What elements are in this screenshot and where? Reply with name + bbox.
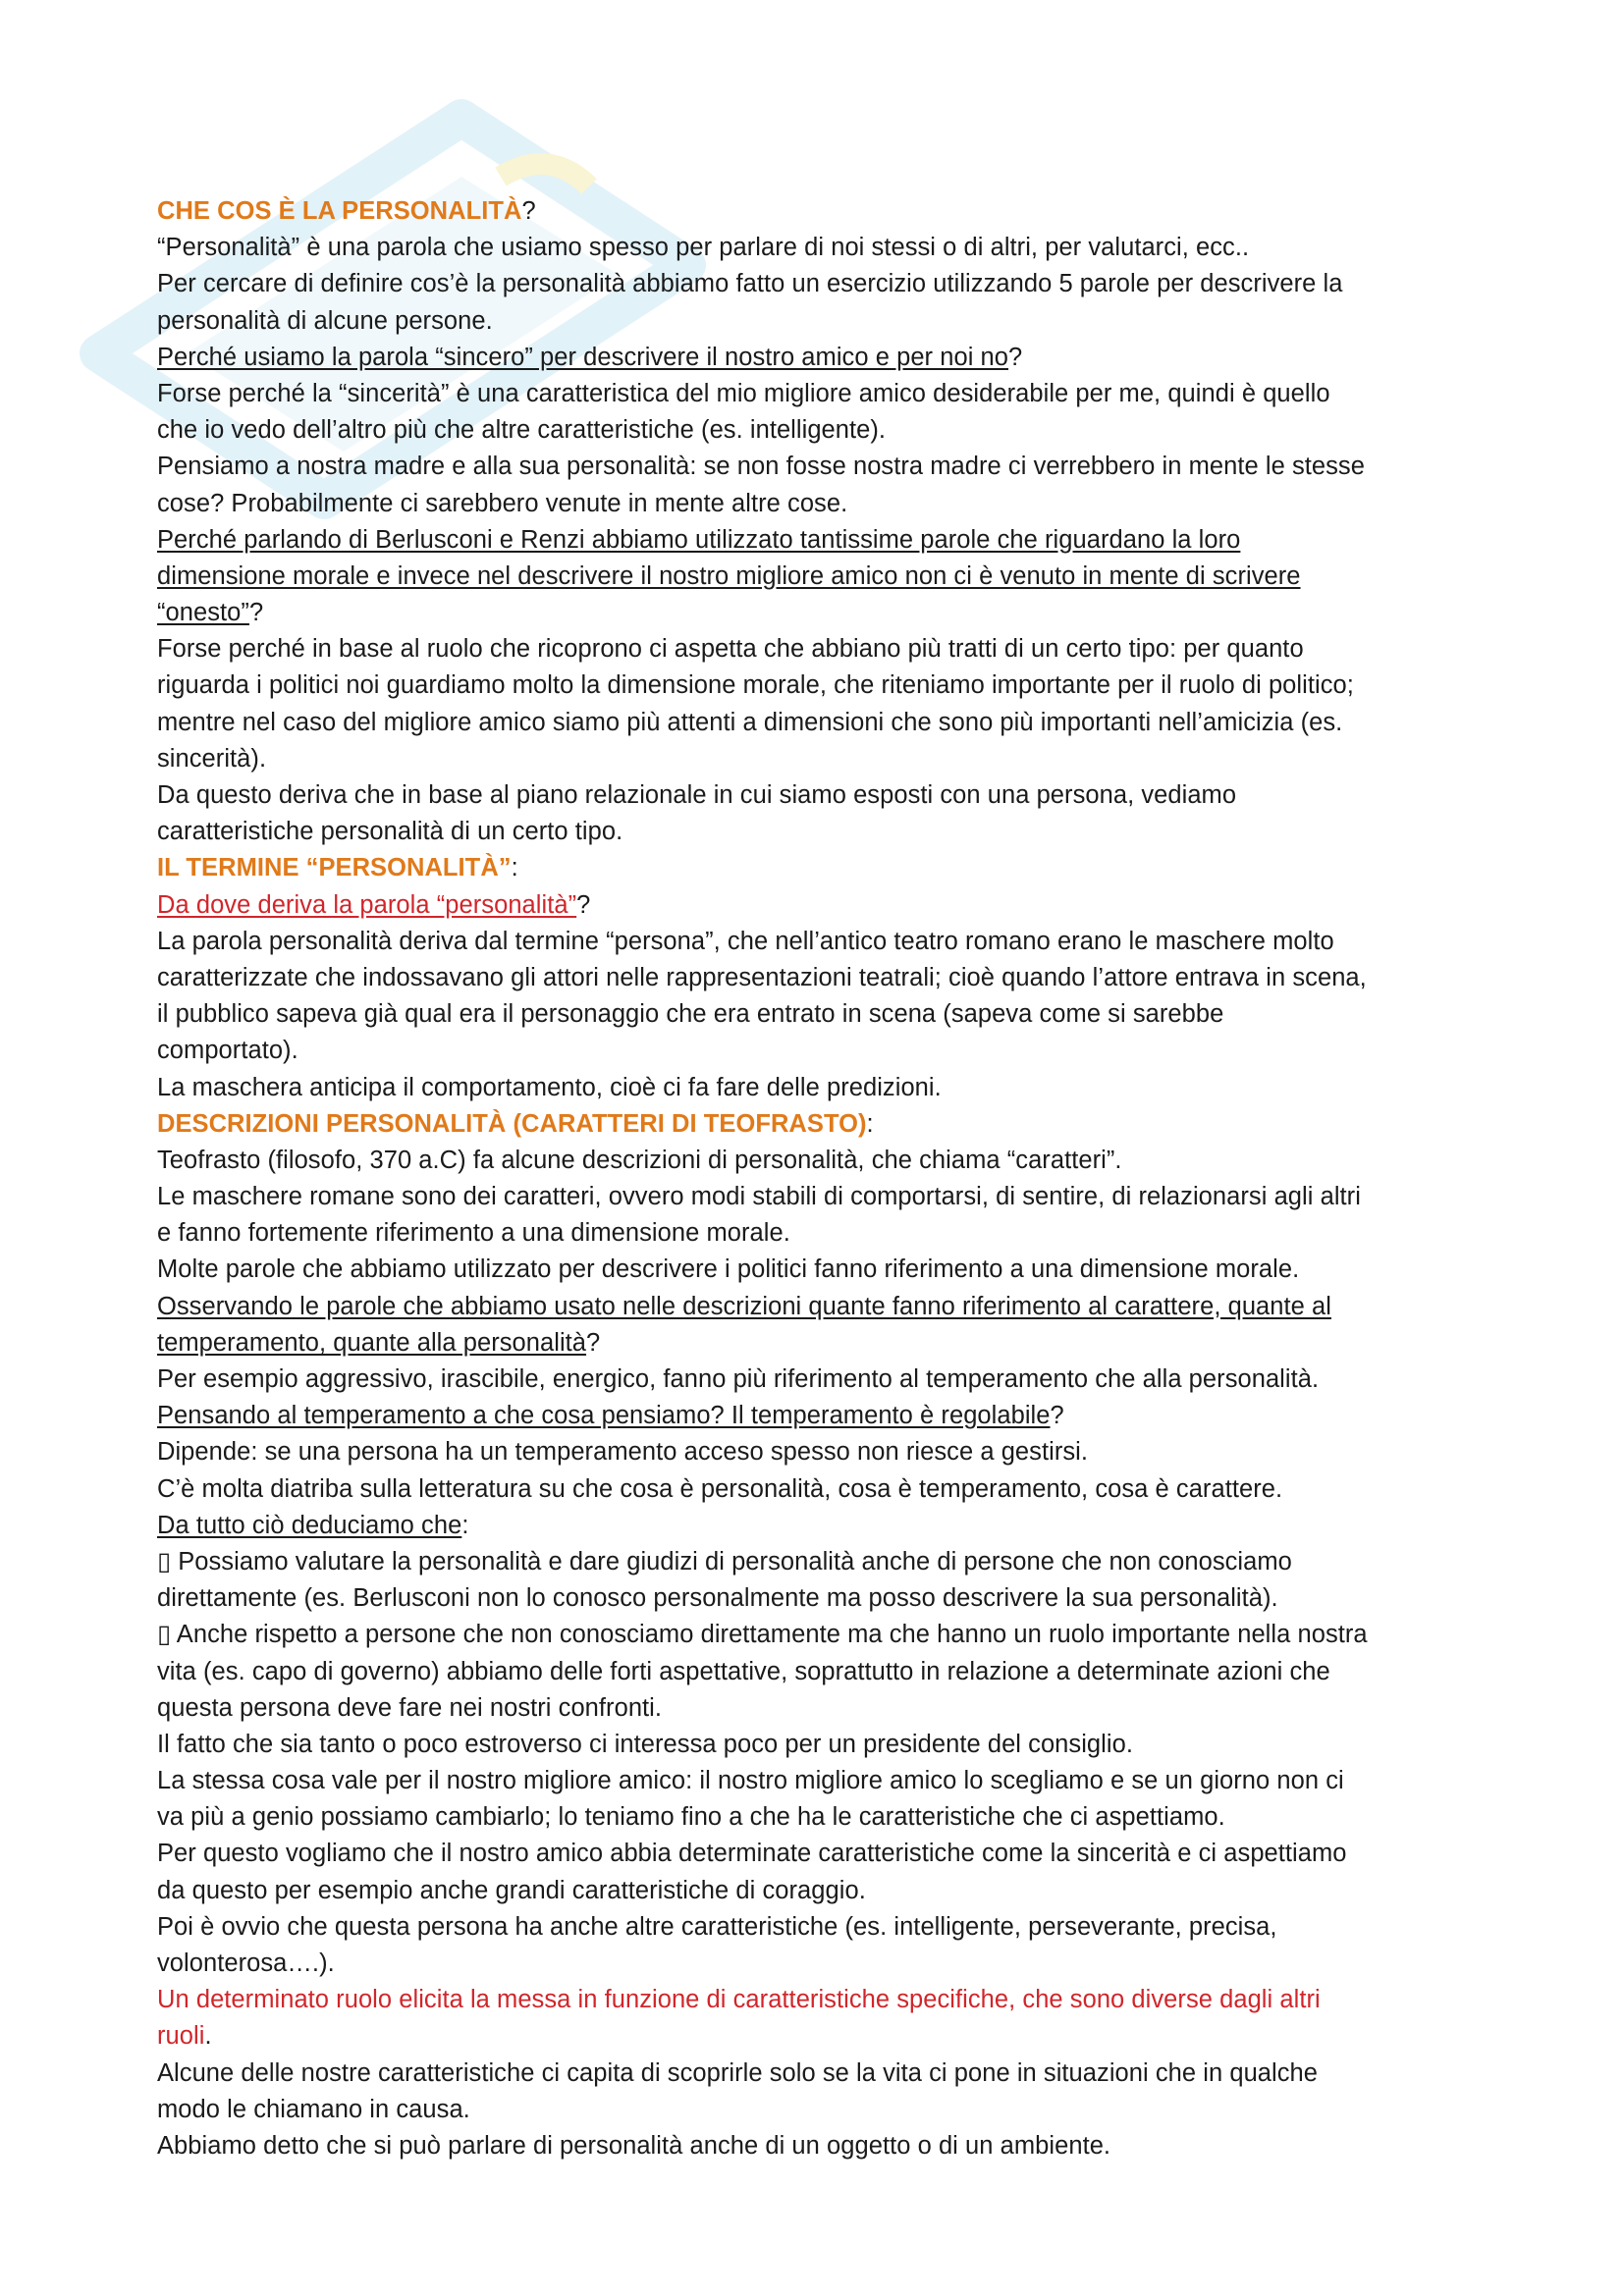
text-line	[157, 667, 1492, 704]
text-run: :	[866, 1109, 874, 1138]
text-line	[157, 1690, 1492, 1727]
text-line	[157, 1398, 1492, 1434]
text-line	[157, 1580, 1492, 1617]
section-heading: CHE COS È LA PERSONALITÀ	[157, 197, 522, 225]
text-line	[157, 631, 1492, 667]
text-line	[157, 2128, 1492, 2164]
text-line	[157, 705, 1492, 741]
text-line	[157, 1325, 1492, 1362]
text-line	[157, 2092, 1492, 2128]
text-run: caratterizzate che indossavano gli attori nelle rappresentazioni teatrali; cioè quando l’attore entrava in scena,	[157, 963, 1367, 991]
text-run: “onesto”	[157, 599, 249, 627]
text-line	[157, 924, 1492, 960]
text-run: da questo per esempio anche grandi caratteristiche di coraggio.	[157, 1876, 866, 1904]
text-run: comportato).	[157, 1037, 298, 1065]
text-line	[157, 1799, 1492, 1836]
text-run: ?	[586, 1328, 601, 1357]
text-line	[157, 1215, 1492, 1252]
text-run: sincerità).	[157, 744, 267, 773]
text-line	[157, 850, 1492, 886]
text-line	[157, 266, 1492, 302]
text-run: temperamento, quante alla personalità	[157, 1328, 587, 1357]
text-run: Le maschere romane sono dei caratteri, ovvero modi stabili di comportarsi, di sentire, di relazionarsi agli altri	[157, 1183, 1361, 1211]
text-line	[157, 1033, 1492, 1069]
text-run: Per cercare di definire cos’è la personalità abbiamo fatto un esercizio utilizzando 5 parole per descrivere la	[157, 270, 1343, 298]
text-line	[157, 741, 1492, 777]
text-run: Abbiamo detto che si può parlare di personalità anche di un oggetto o di un ambiente.	[157, 2131, 1111, 2160]
text-run: “Personalità” è una parola che usiamo spesso per parlare di noi stessi o di altri, per valutarci, ecc..	[157, 234, 1250, 262]
text-run: Da questo deriva che in base al piano relazionale in cui siamo esposti con una persona, vediamo	[157, 781, 1237, 809]
text-run: Per questo vogliamo che il nostro amico abbia determinate caratteristiche come la sincerità e ci aspettiamo	[157, 1840, 1347, 1868]
text-line	[157, 960, 1492, 996]
text-run: ruoli	[157, 2022, 205, 2051]
text-run: il pubblico sapeva già qual era il personaggio che era entrato in scena (sapeva come si sarebbe	[157, 1000, 1224, 1029]
text-run: C’è molta diatriba sulla letteratura su che cosa è personalità, cosa è temperamento, cosa è carattere.	[157, 1474, 1283, 1503]
text-line	[157, 814, 1492, 850]
text-run: dimensione morale e invece nel descrivere il nostro migliore amico non ci è venuto in mente di scrivere	[157, 561, 1301, 590]
text-run: Da dove deriva la parola “personalità”	[157, 890, 577, 919]
text-run: vita (es. capo di governo) abbiamo delle forti aspettative, soprattutto in relazione a determinate azioni che	[157, 1657, 1330, 1685]
text-run: :	[461, 1511, 469, 1539]
text-line	[157, 1763, 1492, 1799]
text-line	[157, 595, 1492, 631]
text-run: Perché usiamo la parola “sincero” per descrivere il nostro amico e per noi no	[157, 343, 1009, 371]
text-line	[157, 777, 1492, 814]
text-line	[157, 1252, 1492, 1288]
text-line	[157, 1727, 1492, 1763]
text-run: Dipende: se una persona ha un temperamento acceso spesso non riesce a gestirsi.	[157, 1438, 1089, 1467]
text-line	[157, 449, 1492, 485]
text-line	[157, 230, 1492, 266]
text-line	[157, 1471, 1492, 1508]
text-run: Il fatto che sia tanto o poco estroverso ci interessa poco per un presidente del consiglio.	[157, 1730, 1133, 1758]
text-line	[157, 1179, 1492, 1215]
text-run: Per esempio aggressivo, irascibile, energico, fanno più riferimento al temperamento che alla personalità.	[157, 1365, 1320, 1393]
text-run: personalità di alcune persone.	[157, 306, 493, 335]
text-run: Pensiamo a nostra madre e alla sua personalità: se non fosse nostra madre ci verrebbero in mente le stesse	[157, 453, 1365, 481]
text-line	[157, 887, 1492, 924]
text-line	[157, 1070, 1492, 1106]
text-line	[157, 376, 1492, 412]
text-run: ?	[521, 197, 536, 225]
text-run: che io vedo dell’altro più che altre caratteristiche (es. intelligente).	[157, 416, 887, 445]
text-run: La parola personalità deriva dal termine “persona”, che nell’antico teatro romano erano le maschere molto	[157, 927, 1334, 955]
text-run: Alcune delle nostre caratteristiche ci capita di scoprirle solo se la vita ci pone in situazioni che in qualche	[157, 2058, 1319, 2087]
text-run: caratteristiche personalità di un certo tipo.	[157, 818, 623, 846]
text-run: La stessa cosa vale per il nostro migliore amico: il nostro migliore amico lo scegliamo e se un giorno non ci	[157, 1767, 1344, 1795]
text-run: cose? Probabilmente ci sarebbero venute in mente altre cose.	[157, 489, 848, 517]
text-run: riguarda i politici noi guardiamo molto la dimensione morale, che riteniamo importante per il ruolo di politico;	[157, 671, 1354, 700]
text-line	[157, 2056, 1492, 2092]
text-run: Perché parlando di Berlusconi e Renzi abbiamo utilizzato tantissime parole che riguardano la loro	[157, 525, 1241, 554]
text-run: direttamente (es. Berlusconi non lo conosco personalmente ma posso descrivere la sua personalità).	[157, 1584, 1278, 1613]
text-run: ?	[248, 599, 264, 627]
text-line	[157, 2018, 1492, 2055]
document-body	[157, 193, 1492, 2164]
text-run: e fanno fortemente riferimento a una dimensione morale.	[157, 1219, 790, 1248]
text-line	[157, 559, 1492, 595]
text-run: Un determinato ruolo elicita la messa in funzione di caratteristiche specifiche, che sono diverse dagli altri	[157, 1986, 1321, 2014]
text-line	[157, 412, 1492, 449]
text-run: :	[511, 854, 518, 882]
text-line	[157, 1106, 1492, 1143]
text-run: .	[204, 2022, 212, 2051]
text-run: va più a genio possiamo cambiarlo; lo teniamo fino a che ha le caratteristiche che ci aspettiamo.	[157, 1803, 1225, 1832]
text-run: Da tutto ciò deduciamo che	[157, 1511, 462, 1539]
text-line	[157, 193, 1492, 230]
text-line	[157, 1982, 1492, 2018]
text-run: Teofrasto (filosofo, 370 a.C) fa alcune descrizioni di personalità, che chiama “caratteri”.	[157, 1146, 1122, 1174]
text-run: Forse perché la “sincerità” è una caratteristica del mio migliore amico desiderabile per me, quindi è quello	[157, 379, 1330, 407]
text-line	[157, 1873, 1492, 1909]
text-run: Molte parole che abbiamo utilizzato per descrivere i politici fanno riferimento a una dimensione morale.	[157, 1255, 1300, 1284]
text-line	[157, 1434, 1492, 1470]
text-run: questa persona deve fare nei nostri confronti.	[157, 1693, 663, 1722]
text-run: ?	[576, 890, 591, 919]
text-run: Pensando al temperamento a che cosa pensiamo? Il temperamento è regolabile	[157, 1402, 1051, 1430]
text-line	[157, 1617, 1492, 1653]
text-run: modo le chiamano in causa.	[157, 2095, 470, 2123]
text-line	[157, 303, 1492, 340]
text-line	[157, 1946, 1492, 1982]
text-line	[157, 1909, 1492, 1946]
text-line	[157, 340, 1492, 376]
text-line	[157, 1836, 1492, 1872]
section-heading: IL TERMINE “PERSONALITÀ”	[157, 854, 512, 882]
text-line	[157, 1362, 1492, 1398]
text-line	[157, 522, 1492, 559]
text-line	[157, 996, 1492, 1033]
text-run: volonterosa….).	[157, 1949, 335, 1977]
text-line	[157, 1508, 1492, 1544]
text-run: La maschera anticipa il comportamento, cioè ci fa fare delle predizioni.	[157, 1073, 942, 1101]
section-heading: DESCRIZIONI PERSONALITÀ (CARATTERI DI TEOFRASTO)	[157, 1109, 867, 1138]
text-line	[157, 1289, 1492, 1325]
text-run: ?	[1008, 343, 1023, 371]
text-run: Osservando le parole che abbiamo usato nelle descrizioni quante fanno riferimento al carattere, quante al	[157, 1292, 1331, 1320]
text-line	[157, 1654, 1492, 1690]
text-line	[157, 1143, 1492, 1179]
text-run: Poi è ovvio che questa persona ha anche altre caratteristiche (es. intelligente, perseverante, precisa,	[157, 1912, 1277, 1941]
text-run: ?	[1050, 1402, 1064, 1430]
text-run: mentre nel caso del migliore amico siamo più attenti a dimensioni che sono più importanti nell’amicizia (es.	[157, 708, 1343, 736]
text-line	[157, 1544, 1492, 1580]
text-run: ▯ Possiamo valutare la personalità e dare giudizi di personalità anche di persone che non conosciamo	[157, 1547, 1292, 1575]
text-run: ▯ Anche rispetto a persone che non conosciamo direttamente ma che hanno un ruolo importante nella nostra	[157, 1621, 1368, 1649]
text-line	[157, 486, 1492, 522]
text-run: Forse perché in base al ruolo che ricoprono ci aspetta che abbiano più tratti di un certo tipo: per quanto	[157, 635, 1304, 664]
